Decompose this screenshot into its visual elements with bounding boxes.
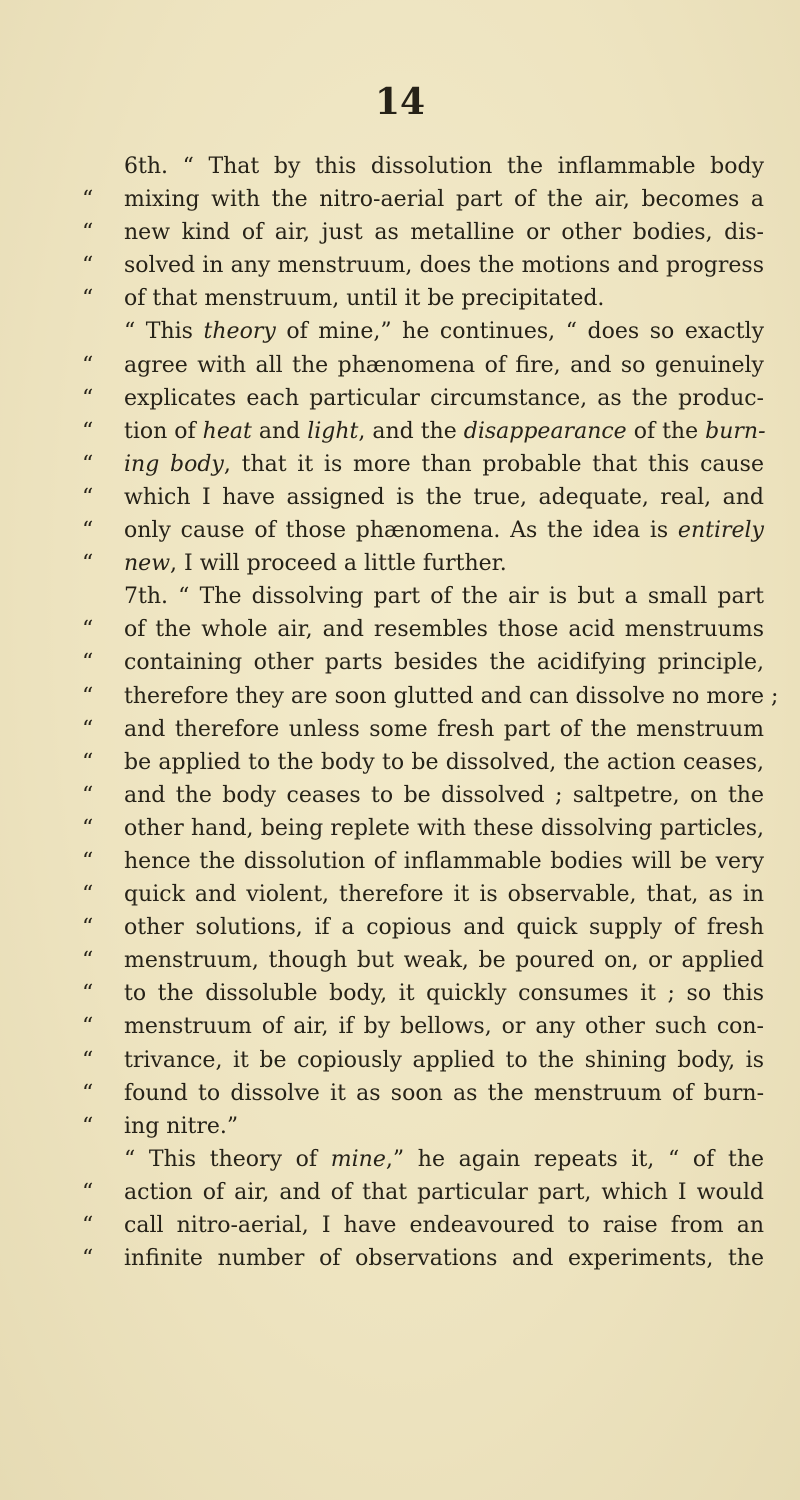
text-line: “ and therefore unless some fresh part of the menstruum — [82, 713, 764, 746]
quote-mark: “ — [82, 981, 94, 1007]
page-number: 14 — [374, 81, 426, 123]
quote-mark: “ — [82, 1113, 94, 1139]
text-line: “ to the dissoluble body, it quickly consumes it ; so this — [82, 977, 764, 1010]
quote-mark: “ — [82, 1014, 94, 1040]
text-line: “ which I have assigned is the true, adequate, real, and — [82, 481, 764, 514]
text-line: “ explicates each particular circumstance, as the produc- — [82, 382, 764, 415]
quote-mark: “ — [82, 948, 94, 974]
text-line: “ only cause of those phænomena. As the idea is entirely — [82, 514, 764, 547]
text-line: “ ing body, that it is more than probable that this cause — [82, 448, 764, 481]
text-line: “ other solutions, if a copious and quick supply of fresh — [82, 911, 764, 944]
quote-mark: “ — [82, 1179, 94, 1205]
quote-mark: “ — [82, 220, 94, 246]
quote-mark: “ — [82, 518, 94, 544]
quote-mark: “ — [82, 1246, 94, 1272]
text-line: “ This theory of mine,” he again repeats it, “ of the — [124, 1146, 765, 1172]
text-line: “ containing other parts besides the acidifying principle, — [82, 646, 764, 679]
text-line: “ found to dissolve it as soon as the menstruum of burn- — [82, 1077, 764, 1110]
text-line: “ and the body ceases to be dissolved ; saltpetre, on the — [82, 779, 764, 812]
text-line: “ new, I will proceed a little further. — [82, 547, 764, 580]
quote-mark: “ — [82, 882, 94, 908]
text-line: “ tion of heat and light, and the disappearance of the burn- — [82, 415, 764, 448]
text-line: “ of that menstruum, until it be precipitated. — [82, 282, 764, 315]
quote-mark: “ — [82, 1213, 94, 1238]
text-line: “ call nitro-aerial, I have endeavoured to raise from an — [82, 1209, 764, 1242]
body-text — [82, 150, 779, 1275]
text-line: “ This theory of mine,” he continues, “ does so exactly — [124, 319, 764, 345]
text-line: 6th. “ That by this dissolution the inflammable body — [124, 154, 764, 179]
quote-mark: “ — [82, 418, 94, 444]
quote-mark: “ — [82, 716, 94, 742]
text-line: “ trivance, it be copiously applied to the shining body, is — [82, 1044, 764, 1077]
text-line: “ solved in any menstruum, does the motions and progress — [82, 249, 764, 282]
quote-mark: “ — [82, 815, 94, 841]
quote-mark: “ — [82, 352, 94, 378]
quote-mark: “ — [82, 451, 94, 477]
quote-mark: “ — [82, 1080, 94, 1106]
quote-mark: “ — [82, 1047, 94, 1073]
quote-mark: “ — [82, 385, 94, 411]
quote-mark: “ — [82, 848, 94, 874]
text-line: “ quick and violent, therefore it is observable, that, as in — [82, 878, 764, 911]
quote-mark: “ — [82, 915, 94, 941]
text-line: “ mixing with the nitro-aerial part of the air, becomes a — [82, 183, 764, 216]
text-line: 7th. “ The dissolving part of the air is but a small part — [124, 584, 764, 610]
text-line: “ agree with all the phænomena of fire, and so genuinely — [82, 349, 764, 382]
quote-mark: “ — [82, 484, 94, 510]
quote-mark: “ — [82, 749, 94, 775]
text-line: “ hence the dissolution of inflammable bodies will be very — [82, 845, 764, 878]
quote-mark: “ — [82, 551, 94, 577]
text-line: “ other hand, being replete with these dissolving particles, — [82, 812, 764, 845]
quote-mark: “ — [82, 286, 94, 312]
quote-mark: “ — [82, 253, 94, 279]
quote-mark: “ — [82, 187, 94, 213]
text-line: “ new kind of air, just as metalline or other bodies, dis- — [82, 216, 764, 249]
quote-mark: “ — [82, 683, 94, 709]
quote-mark: “ — [82, 617, 94, 643]
text-line: “ ing nitre.” — [82, 1110, 764, 1143]
quote-mark: “ — [82, 650, 94, 676]
text-line: “ therefore they are soon glutted and can dissolve no more ; — [82, 680, 764, 713]
text-line: “ menstruum, though but weak, be poured on, or applied — [82, 944, 764, 977]
quote-mark: “ — [82, 782, 94, 808]
text-line: “ infinite number of observations and experiments, the — [82, 1242, 764, 1275]
text-line: “ of the whole air, and resembles those acid menstruums — [82, 613, 764, 646]
text-line: “ be applied to the body to be dissolved, the action ceases, — [82, 746, 764, 779]
text-line: “ action of air, and of that particular part, which I would — [82, 1176, 764, 1209]
text-line: “ menstruum of air, if by bellows, or any other such con- — [82, 1010, 764, 1043]
